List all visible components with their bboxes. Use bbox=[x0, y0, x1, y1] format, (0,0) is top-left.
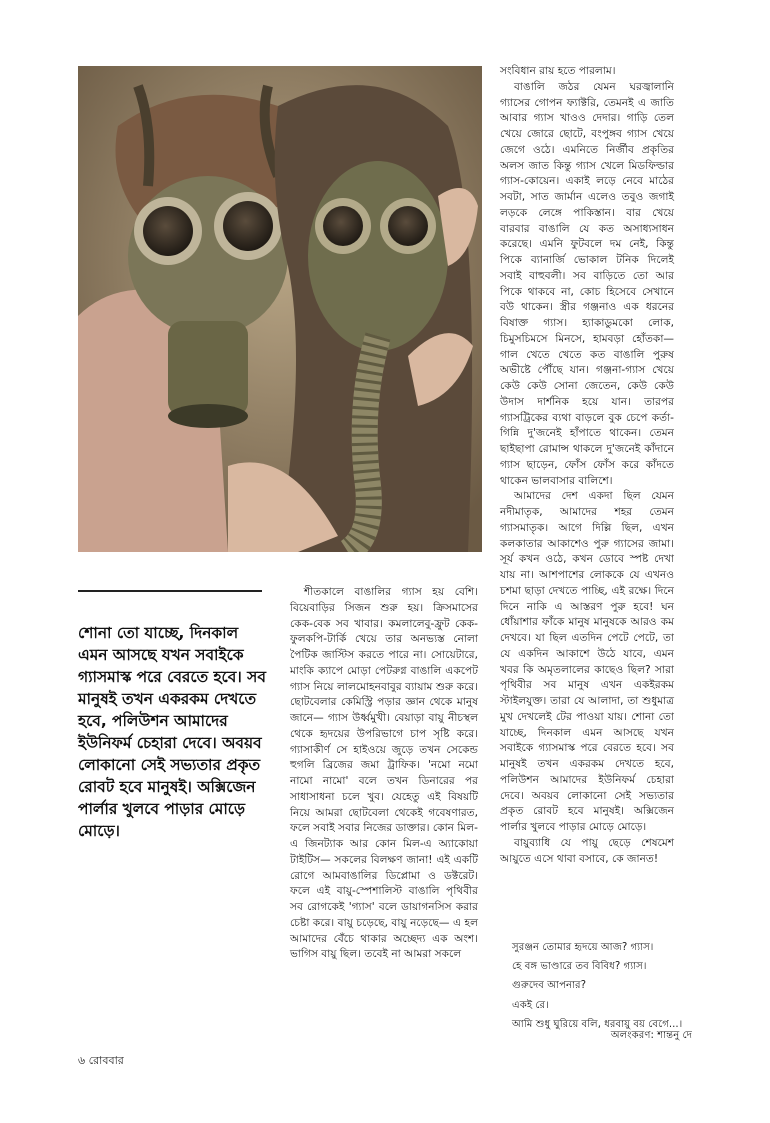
article-column-3 bbox=[500, 64, 674, 867]
poem bbox=[512, 938, 682, 1034]
poem-line: সুরঞ্জন তোমার হৃদয়ে আজ? গ্যাস। bbox=[512, 942, 654, 953]
paragraph: শীতকালে বাঙালির গ্যাস হয় বেশি। বিয়েবাড়ির সিজন শুরু হয়। ক্রিসমাসের কেক-বেক সব খাবার। কমলালেবু-ফ্রুট কেক-ফুলকপি-টার্কি খেয়ে তার অনভ্যস্ত নোলা পৈটিক জাস্টিস করতে পারে না। সোয়েটারে, মাংকি ক্যাপে মোড়া পেটরুগ্ন বাঙালি একপেট গ্যাস নিয়ে লালমোহনবাবুর ব্যায়াম শুরু করে। ছোটবেলার কেমিস্ট্রি পড়ার জ্ঞান থেকে মানুষ জানে— গ্যাস উর্ধ্বমুখী। বেয়াড়া বায়ু নীচস্থল থেকে হৃদয়ের উপরিভাগে চাপ সৃষ্টি করে। গ্যাসাকীর্ণ সে হাইওয়ে জুড়ে তখন সেকেন্ড হুগলি ব্রিজের জমা ট্রাফিক। 'নমো নমো নামো নামো' বলে তখন ডিনারের পর সাধাসাধনা চলে খুব। যেহেতু এই বিষয়টি নিয়ে আমরা ছোটবেলা থেকেই গবেষণারত, ফলে সবাই সবার নিজের ডাক্তার। কোন মিল-এ জিনট্যাক আর কোন মিল-এ অ্যাকোয়া টাইটিস— সকলের বিলক্ষণ জানা! এই একটি রোগে আমবাঙালির ডিপ্লোমা ও ডক্টরেট। ফলে এই বায়ু-স্পেশালিস্ট বাঙালি পৃথিবীর সব রোগকেই 'গ্যাস' বলে ডায়াগনসিস করার চেষ্টা করে। বায়ু চড়েছে, বায়ু নড়েছে— এ হল আমাদের বেঁচে থাকার অচ্ছেদ্য এক অংশ। ভাগিস বায়ু ছিল। তবেই না আমরা সকলে bbox=[290, 586, 478, 961]
paragraph: বাঙালি জঠর যেমন ঘরজ্বালানি গ্যাসের গোপন ফ্যাক্টরি, তেমনই এ জাতি আবার গ্যাস খাওও দেদার। গাড়ি তেল খেয়ে জোরে ছোটে, বংপুঙ্গব গ্যাস খেয়ে জেগে ওঠে। এমনিতে নির্জীব প্রকৃতির অলস জাত কিন্তু গ্যাস খেলে মিডফিল্ডার গ্যাস-কোয়েন। একাই লড়ে নেবে মাঠের সবটা, সাত জার্মান এলেও তবুও জগাই লড়কে লেঙ্গে পাকিস্তান। বার খেয়ে বারবার বাঙালি যে কত অসাধ্যসাধন করেছে। এমনি ফুটবলে দম নেই, কিন্তু পিকে ব্যানার্জি ভোকাল টনিক দিলেই সবাই বাহুবলী। সব বাড়িতে তো আর পিকে থাকবে না, কোচ হিসেবে সেখানে বউ থাকেন। স্ত্রীর গঞ্জনাও এক ধরনের বিষাক্ত গ্যাস। হ্যাকাডুমকো লোক, চিমুসচিমসে মিনসে, হামবড়া হোঁতকা— গাল খেতে খেতে কত বাঙালি পুরুষ অভীষ্টে পৌঁছে যান। গঞ্জনা-গ্যাস খেয়ে কেউ কেউ সোনা জেতেন, কেউ কেউ উদাস দার্শনিক হয়ে যান। তারপর গ্যাসট্রিকের ব্যথা বাড়লে বুক চেপে কর্তা-গিন্নি দু'জনেই হাঁপাতে থাকেন। তেমন ছাইছাপা রোমান্স থাকলে দু'জনেই কাঁদানে গ্যাস ছাড়েন, ফোঁস ফোঁস করে কাঁদতে থাকেন ভালবাসার বালিশে। bbox=[500, 80, 674, 487]
right-mask-face bbox=[308, 161, 448, 351]
page-folio: ৬ রোববার bbox=[78, 1054, 124, 1067]
gas-mask-illustration bbox=[78, 66, 482, 552]
paragraph: আমাদের দেশ একদা ছিল যেমন নদীমাতৃক, আমাদের শহর তেমন গ্যাসমাতৃক। আগে দিল্লি ছিল, এখন কলকাতার আকাশেও পুরু গ্যাসের জামা। সূর্য কখন ওঠে, কখন ডোবে স্পষ্ট দেখা যায় না। আশপাশের লোককে যে এখনও চশমা ছাড়া দেখতে পাচ্ছি, এই রক্ষে। দিনে দিনে নাকি এ আস্তরণ পুরু হবে! ঘন ধোঁয়াশার ফাঁকে মানুষ মানুষকে আরও কম দেখবে। যা ছিল এতদিন পেটে পেটে, তা যে একদিন আকাশে উঠে যাবে, এমন খবর কি অমৃতলালের কাছেও ছিল? সারা পৃথিবীর সব মানুষ এখন একইরকম স্টাইলযুক্ত। তারা যে আলাদা, তা শুধুমাত্র মুখ দেখলেই টের পাওয়া যায়। শোনা তো যাচ্ছে, দিনকাল এমন আসছে যখন সবাইকে গ্যাসমাস্ক পরে বেরতে হবে। সব মানুষই তখন একরকম দেখতে হবে, পলিউশন আমাদের ইউনিফর্ম চেহারা দেবে। অবয়ব লোকানো সেই সভ্যতার প্রকৃত রোবট হবে মানুষই। অক্সিজেন পার্লার খুলবে পাড়ার মোড়ে মোড়ে। bbox=[500, 490, 674, 833]
poem-line: আমি শুধু ঘুরিয়ে বলি, ধরবায়ু বয় বেগে...। bbox=[512, 1018, 683, 1030]
left-mask-filter bbox=[168, 321, 248, 416]
pull-quote: শোনা তো যাচ্ছে, দিনকাল এমন আসছে যখন সবাইকে গ্যাসমাস্ক পরে বেরতে হবে। সব মানুষই তখন একরকম দেখতে হবে, পলিউশন আমাদের ইউনিফর্ম চেহারা দেবে। অবয়ব লোকানো সেই সভ্যতার প্রকৃত রোবট হবে মানুষই। অক্সিজেন পার্লার খুলবে পাড়ার মোড়ে মোড়ে। bbox=[78, 624, 266, 840]
pull-quote-rule bbox=[78, 590, 262, 592]
paragraph: বায়ুব্যাধি যে পায়ু ছেড়ে শেষমেশ আয়ুতে এসে থাবা বসাবে, কে জানত! bbox=[500, 836, 674, 865]
illustration-credit: অলংকরণ: শান্তনু দে bbox=[610, 1030, 692, 1041]
paragraph: সংবিধান রায় হতে পারলাম। bbox=[500, 65, 616, 77]
gas-mask-couple-photo bbox=[78, 66, 482, 552]
poem-line: একই রে। bbox=[512, 999, 549, 1011]
poem-line: হে বঙ্গ ভাণ্ডারে তব বিবিধ? গ্যাস। bbox=[512, 961, 647, 973]
poem-line: গুরুদেব আপনার? bbox=[512, 980, 587, 992]
article-column-2 bbox=[290, 585, 478, 963]
